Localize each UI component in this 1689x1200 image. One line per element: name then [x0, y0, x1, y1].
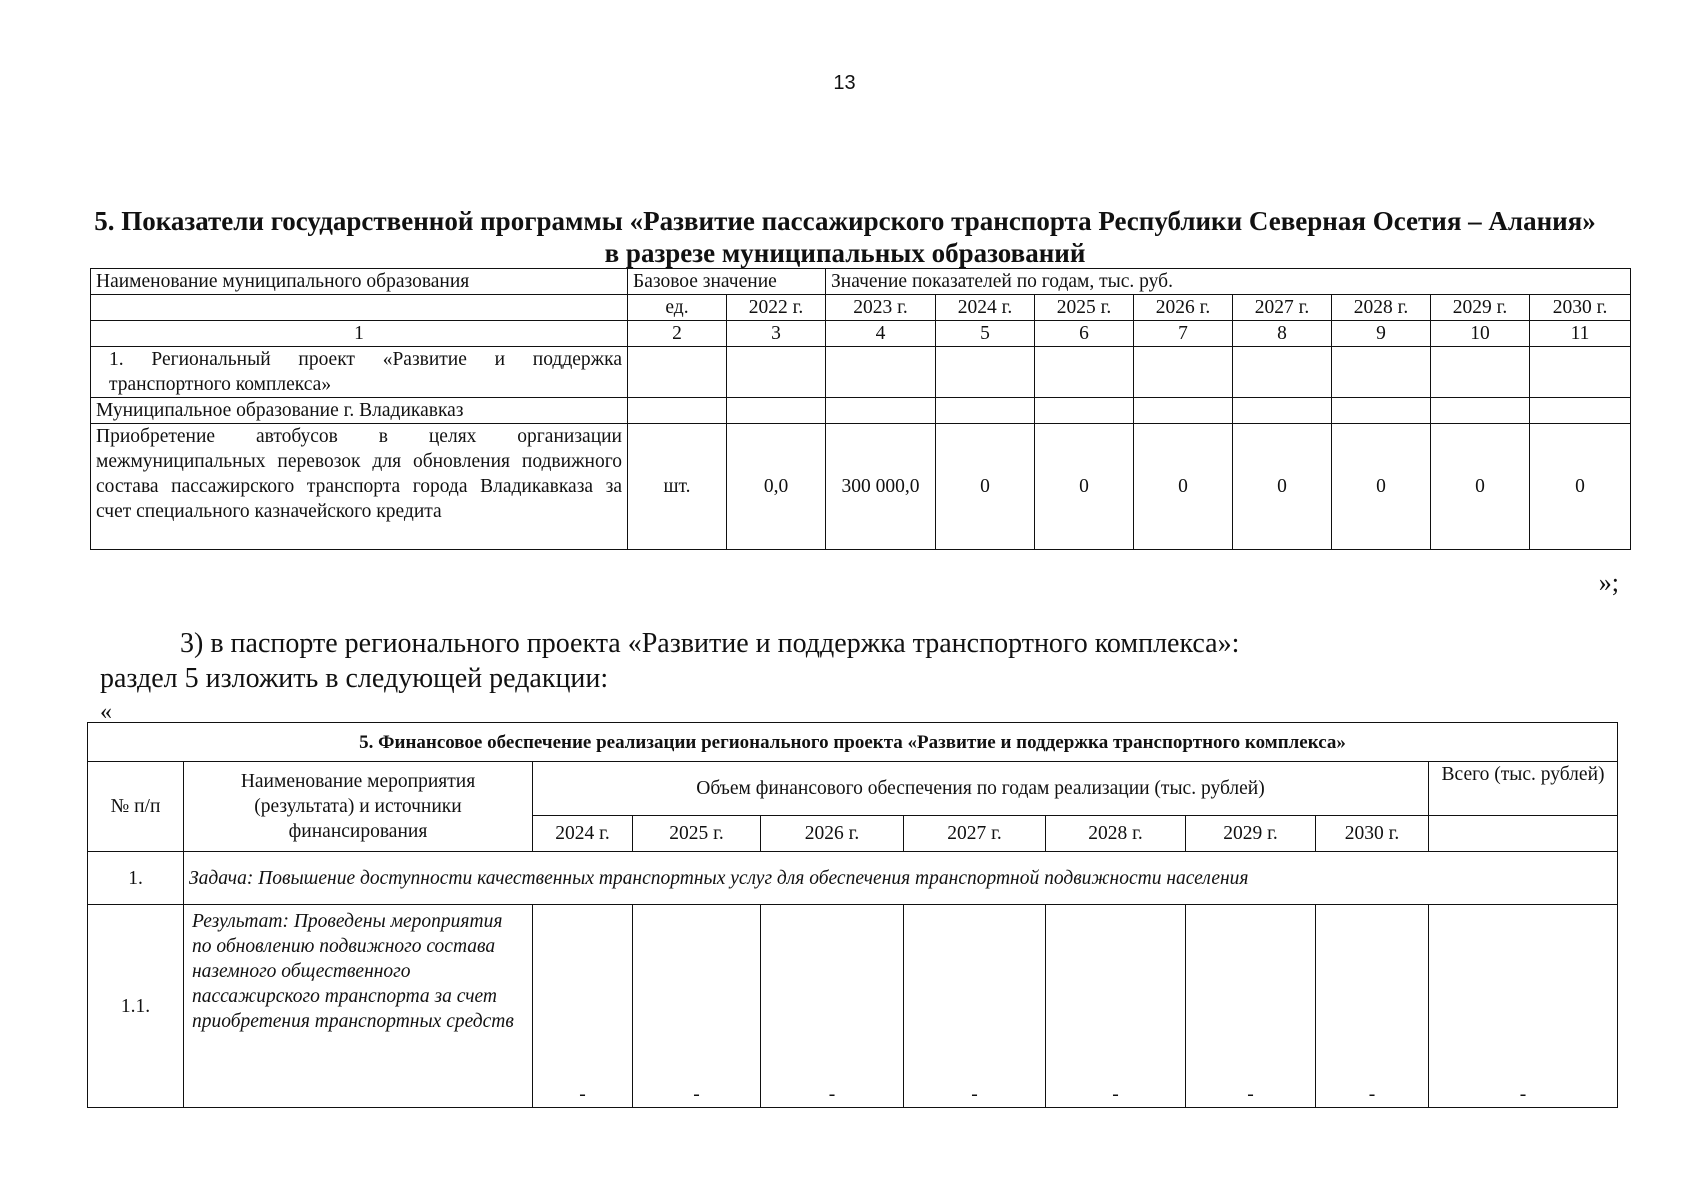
header-year: 2030 г. [1530, 295, 1631, 321]
header-volume: Объем финансового обеспечения по годам реализации (тыс. рублей) [533, 762, 1429, 816]
header-total: Всего (тыс. рублей) [1429, 762, 1618, 816]
row-item-value: 0 [1134, 424, 1233, 550]
financing-table [87, 722, 1618, 1108]
row-value: - [1429, 905, 1618, 1108]
column-number: 11 [1530, 321, 1631, 347]
row-item-value: 0 [936, 424, 1035, 550]
header-year: 2022 г. [727, 295, 826, 321]
header-year: 2025 г. [633, 816, 761, 852]
column-number: 6 [1035, 321, 1134, 347]
column-number: 3 [727, 321, 826, 347]
header-year: 2026 г. [1134, 295, 1233, 321]
column-number: 10 [1431, 321, 1530, 347]
paragraph-line: 3) в паспорте регионального проекта «Развитие и поддержка транспортного комплекса»: [180, 628, 1240, 659]
column-number: 4 [826, 321, 936, 347]
header-year: 2025 г. [1035, 295, 1134, 321]
row-item-unit: шт. [628, 424, 727, 550]
row-item-value: 0 [1332, 424, 1431, 550]
row-value: - [904, 905, 1046, 1108]
row-project-name: 1. Региональный проект «Развитие и поддержка транспортного комплекса» [91, 347, 628, 398]
header-year: 2029 г. [1431, 295, 1530, 321]
task-row-text: Задача: Повышение доступности качественных транспортных услуг для обеспечения транспортной подвижности населения [184, 852, 1618, 905]
paragraph-line: раздел 5 изложить в следующей редакции: [100, 663, 609, 694]
header-year: 2024 г. [533, 816, 633, 852]
row-item-name: Приобретение автобусов в целях организации межмуниципальных перевозок для обновления подвижного состава пассажирского транспорта города Владикавказа за счет специального казначейского кредита [91, 424, 628, 550]
row-item-value: 0 [1035, 424, 1134, 550]
row-value: - [1316, 905, 1429, 1108]
header-base: Базовое значение [628, 269, 826, 295]
opening-quote: « [100, 699, 112, 725]
table-caption: 5. Финансовое обеспечение реализации регионального проекта «Развитие и поддержка транспортного комплекса» [88, 723, 1618, 762]
header-empty [91, 295, 628, 321]
header-num: № п/п [88, 762, 184, 852]
row-value: - [533, 905, 633, 1108]
row-value: - [761, 905, 904, 1108]
section-title: 5. Показатели государственной программы «Развитие пассажирского транспорта Республики Северная Осетия – Алания» в разрезе муниципальных образований [94, 206, 1596, 268]
column-number: 9 [1332, 321, 1431, 347]
header-unit: ед. [628, 295, 727, 321]
header-year: 2024 г. [936, 295, 1035, 321]
row-item-value: 0 [1431, 424, 1530, 550]
row-item-value: 0 [1233, 424, 1332, 550]
row-value: - [1186, 905, 1316, 1108]
result-row-text: Результат: Проведены мероприятия по обновлению подвижного состава наземного общественного пассажирского транспорта за счет приобретения транспортных средств [184, 905, 533, 1108]
row-municipality-name: Муниципальное образование г. Владикавказ [91, 398, 628, 424]
header-year: 2028 г. [1046, 816, 1186, 852]
header-name: Наименование мероприятия (результата) и источники финансирования [184, 762, 533, 852]
row-item-value: 300 000,0 [826, 424, 936, 550]
row-value: - [633, 905, 761, 1108]
header-values: Значение показателей по годам, тыс. руб. [826, 269, 1631, 295]
closing-quote: »; [1598, 568, 1619, 597]
header-year: 2028 г. [1332, 295, 1431, 321]
indicators-table [90, 268, 1631, 550]
header-year: 2027 г. [1233, 295, 1332, 321]
page-number: 13 [833, 72, 856, 94]
header-year: 2029 г. [1186, 816, 1316, 852]
column-number: 8 [1233, 321, 1332, 347]
column-number: 7 [1134, 321, 1233, 347]
column-number: 5 [936, 321, 1035, 347]
column-number: 1 [91, 321, 628, 347]
header-year: 2026 г. [761, 816, 904, 852]
row-value: - [1046, 905, 1186, 1108]
row-number: 1.1. [88, 905, 184, 1108]
header-year: 2027 г. [904, 816, 1046, 852]
row-item-value: 0 [1530, 424, 1631, 550]
header-year: 2023 г. [826, 295, 936, 321]
row-item-value: 0,0 [727, 424, 826, 550]
header-year: 2030 г. [1316, 816, 1429, 852]
row-number: 1. [88, 852, 184, 905]
column-number: 2 [628, 321, 727, 347]
header-name: Наименование муниципального образования [91, 269, 628, 295]
